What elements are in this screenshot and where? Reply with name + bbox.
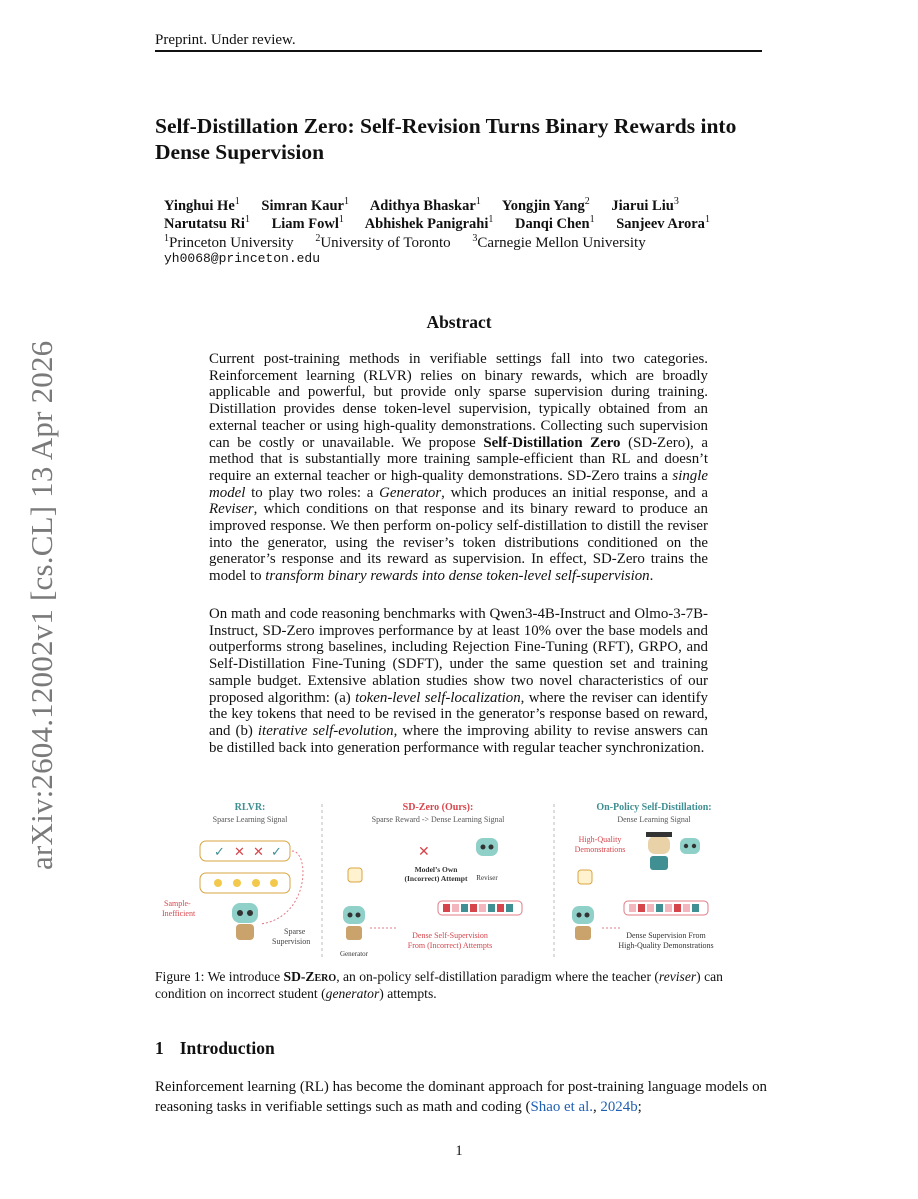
reviser-robot-icon — [476, 838, 498, 856]
citation-link[interactable]: 2024b — [600, 1099, 638, 1115]
author: Jiarui Liu$^3$ — [611, 196, 679, 214]
panel-on-policy-sd — [572, 802, 714, 950]
abstract-paragraph-2: On math and code reasoning benchmarks with Qwen3-4B-Instruct and Olmo-3-7B-Instruct, SD-Zero improves performance by at least 10% over the base models and outperforms strong baselines, including Rejection Fine-Tuning (RFT), GRPO, and Self-Distillation Fine-Tuning (SDFT), under the same question set and training sample budget. Extensive ablation studies show two novel characteristics of our proposed algorithm: (a) token-level self-localization, where the reviser can identify the key tokens that need to be revised in the generator’s response based on reward, and (b) iterative self-evolution, where the improving ability to revise answers can be distilled back into generation performance with regular teacher synchronization. — [209, 606, 709, 756]
intro-paragraph: Reinforcement learning (RL) has become the dominant approach for post-training language models on reasoning tasks in verifiable settings such as math and coding (Shao et al., 2024b; — [155, 1079, 767, 1115]
affiliation: $^1$Princeton University — [164, 233, 294, 251]
generator-robot-icon — [572, 906, 594, 940]
page-number: 1 — [455, 1143, 463, 1159]
cross-icon: ✕ — [418, 845, 430, 860]
sparse-supervision-label: Sparse Supervision — [272, 927, 311, 946]
panel-subtitle: Dense Learning Signal — [617, 815, 691, 824]
header-rule — [155, 50, 762, 52]
token-strip — [438, 901, 522, 915]
author-line-1 — [164, 196, 697, 215]
reviser-label: Reviser — [476, 874, 498, 882]
panel-rlvr — [162, 802, 310, 946]
generator-robot-icon — [343, 906, 365, 940]
affiliation: $^2$University of Toronto — [315, 233, 451, 251]
citation-link[interactable]: Shao et al. — [530, 1099, 593, 1115]
idea-bulb-icon — [348, 868, 362, 882]
author: Yinghui He$^1$ — [164, 196, 240, 214]
idea-bulb-icon — [270, 879, 278, 887]
idea-bulb-icon — [233, 879, 241, 887]
robot-icon — [680, 838, 700, 854]
panel-title: SD-Zero (Ours): — [402, 802, 474, 813]
sample-inefficient-label: Sample-Inefficient — [162, 899, 196, 918]
cross-icon: ✕ — [234, 844, 245, 859]
check-icon: ✓ — [271, 844, 282, 859]
affiliation: $^3$Carnegie Mellon University — [472, 233, 646, 251]
author: Liam Fowl$^1$ — [271, 214, 344, 232]
token-strip — [624, 901, 708, 915]
idea-bulb-icon — [252, 879, 260, 887]
panel-subtitle: Sparse Learning Signal — [212, 815, 288, 824]
dense-self-supervision-label: Dense Self-Supervision From (Incorrect) Attempts — [407, 931, 493, 950]
feedback-arrow — [260, 851, 303, 924]
figure-caption: Figure 1: We introduce SD-Zero, an on-policy self-distillation paradigm where the teacher (reviser) can condition on incorrect student (generator) attempts. — [155, 969, 723, 1001]
arxiv-stamp: arXiv:2604.12002v1 [cs.CL] 13 Apr 2026 — [24, 340, 59, 870]
author: Abhishek Panigrahi$^1$ — [364, 214, 494, 232]
abstract-heading: Abstract — [426, 312, 492, 332]
panel-title: On-Policy Self-Distillation: — [596, 802, 712, 813]
generator-label: Generator — [340, 950, 368, 958]
idea-bulb-icon — [578, 870, 592, 884]
figure-1 — [160, 798, 760, 963]
teacher-icon — [646, 832, 672, 870]
section-heading: 1 Introduction — [155, 1038, 275, 1058]
robot-icon — [232, 903, 258, 940]
idea-bulb-icon — [214, 879, 222, 887]
attempt-label: Model’s Own (Incorrect) Attempt — [404, 865, 468, 883]
running-header: Preprint. Under review. — [155, 32, 296, 48]
author: Yongjin Yang$^2$ — [501, 196, 590, 214]
author: Adithya Bhaskar$^1$ — [369, 196, 481, 214]
author: Narutatsu Ri$^1$ — [164, 214, 250, 232]
cross-icon: ✕ — [253, 844, 264, 859]
abstract-paragraph-1: Current post-training methods in verifiable settings fall into two categories. Reinforcement learning (RLVR) relies on binary rewards, which are broadly applicable and powerful, but provide only sparse supervision during training. Distillation provides dense token-level supervision, typically obtained from an external teacher or using high-quality demonstrations. Collecting such supervision can be costly or unavailable. We propose Self-Distillation Zero (SD-Zero), a method that is substantially more training sample-efficient than RL and doesn’t require an external teacher or high-quality demonstrations. SD-Zero trains a single model to play two roles: a Generator, which produces an initial response, and a Reviser, which conditions on that response and its binary reward to produce an improved response. We then perform on-policy self-distillation to distill the reviser into the generator, using the reviser’s token distributions conditioned on the generator’s response and its reward as supervision. In effect, SD-Zero trains the model to transform binary rewards into dense token-level self-supervision. — [209, 351, 708, 585]
author-email[interactable]: yh0068@princeton.edu — [164, 251, 321, 266]
dense-supervision-label: Dense Supervision From High-Quality Demonstrations — [618, 931, 714, 950]
author: Danqi Chen$^1$ — [515, 214, 595, 232]
author: Simran Kaur$^1$ — [261, 196, 349, 214]
paper-title: Self-Distillation Zero: Self-Revision Turns Binary Rewards into Dense Supervision — [155, 114, 737, 164]
demos-label: High-Quality Demonstrations — [574, 835, 626, 854]
author: Sanjeev Arora$^1$ — [616, 214, 710, 232]
panel-subtitle: Sparse Reward -> Dense Learning Signal — [371, 815, 505, 824]
panel-title: RLVR: — [234, 802, 266, 813]
affiliations — [164, 233, 664, 252]
author-line-2 — [164, 214, 728, 233]
panel-sd-zero — [340, 802, 522, 958]
check-icon: ✓ — [214, 844, 225, 859]
